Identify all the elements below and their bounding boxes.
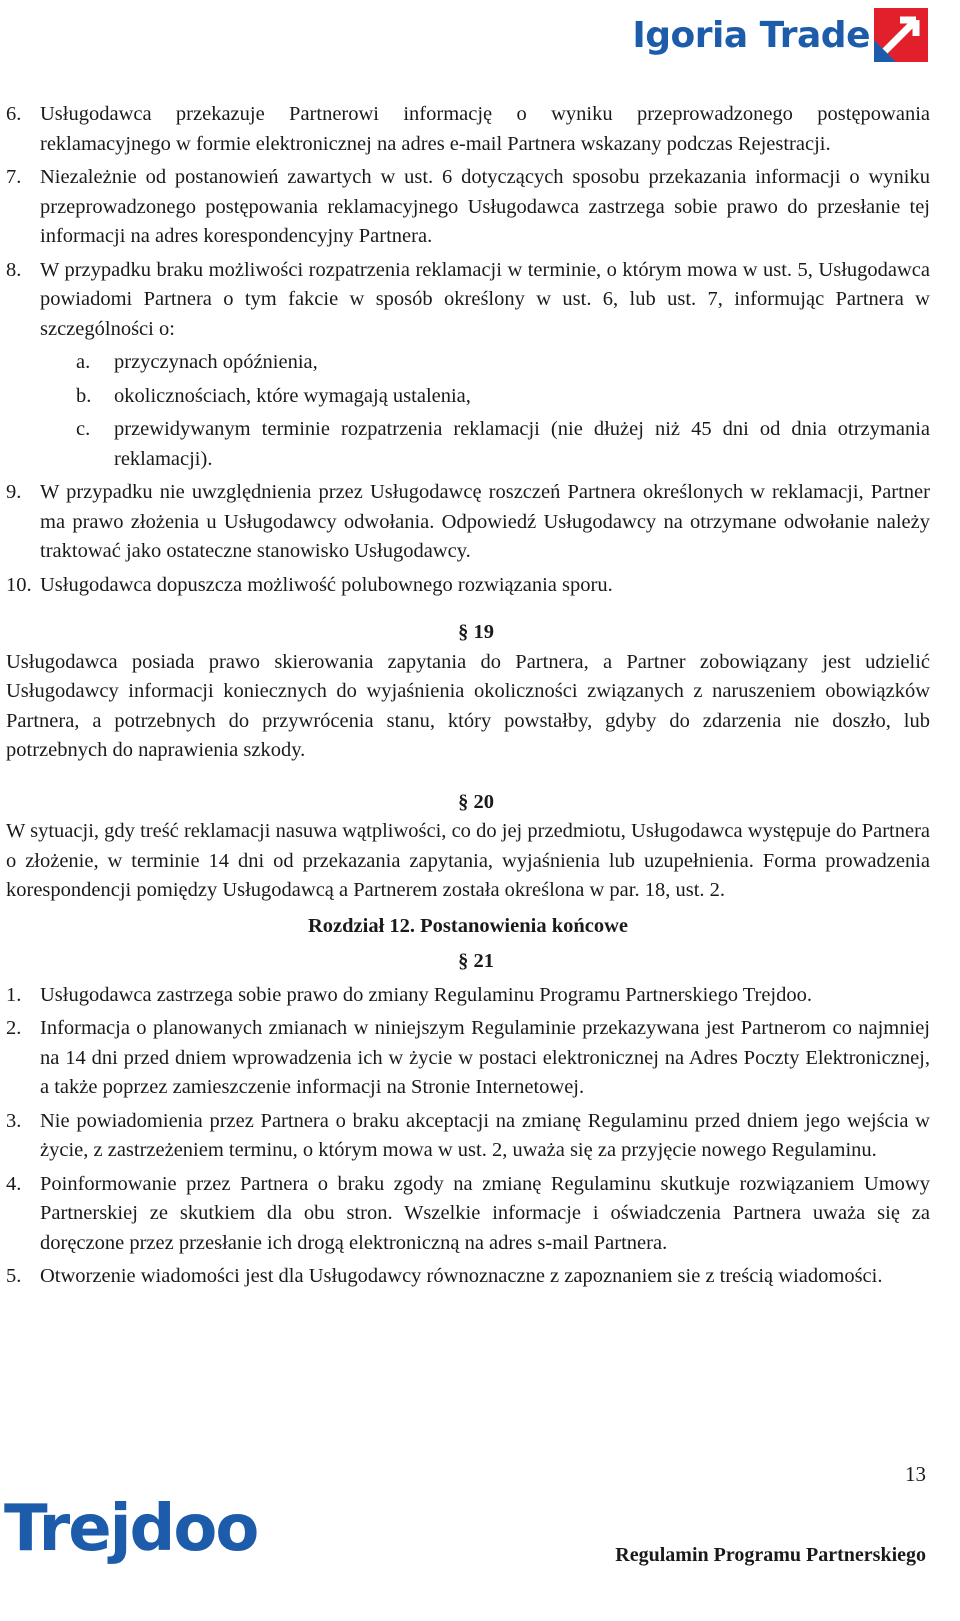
list-item: 10. Usługodawca dopuszcza możliwość polubownego rozwiązania sporu.	[6, 573, 613, 596]
list-item: 7. Niezależnie od postanowień zawartych w ust. 6 dotyczących sposobu przekazania informacji o wyniku przeprowadzonego postępowania reklamacyjnego Usługodawca zastrzega sobie prawo do przesłanie tej informacji na adres korespondencyjny Partnera.	[6, 166, 930, 247]
section-19-text: Usługodawca posiada prawo skierowania zapytania do Partnera, a Partner zobowiązany jest udzielić Usługodawcy informacji koniecznych do wyjaśnienia okoliczności związanych z naruszeniem obowiązków Partnera, a potrzebnych do przywrócenia stanu, który powstałby, gdyby do zdarzenia nie doszło, lub potrzebnych do naprawienia szkody.	[6, 650, 930, 761]
list-item: 8. W przypadku braku możliwości rozpatrzenia reklamacji w terminie, o którym mowa w ust. 5, Usługodawca powiadomi Partnera o tym fakcie w sposób określony w ust. 6, lub ust. 7, informując Partnera w szczególności o:	[6, 258, 930, 340]
list-item: 9. W przypadku nie uwzględnienia przez Usługodawcę roszczeń Partnera określonych w reklamacji, Partner ma prawo złożenia u Usługodawcy odwołania. Odpowiedź Usługodawcy na otrzymane odwołanie należy traktować jako ostateczne stanowisko Usługodawcy.	[6, 481, 930, 562]
list-item: 1. Usługodawca zastrzega sobie prawo do zmiany Regulaminu Programu Partnerskiego Trejdoo.	[6, 983, 812, 1006]
chapter-title: Rozdział 12. Postanowienia końcowe	[307, 914, 629, 937]
igoria-arrow-icon	[872, 6, 930, 64]
sublist-item: c. przewidywanym terminie rozpatrzenia reklamacji (nie dłużej niż 45 dni od dnia otrzymania reklamacji).	[76, 418, 930, 470]
list-item: 4. Poinformowanie przez Partnera o braku zgody na zmianę Regulaminu skutkuje rozwiązaniem Umowy Partnerskiej ze skutkiem dla obu stron. Wszelkie informacje i oświadczenia Partnera uważa się za doręczone przez przesłanie ich drogą elektroniczną na adres s-mail Partnera.	[6, 1172, 930, 1254]
section-20-text: W sytuacji, gdy treść reklamacji nasuwa wątpliwości, co do jej przedmiotu, Usługodawca występuje do Partnera o złożenie, w terminie 14 dni od przekazania zapytania, wyjaśnienia lub uzupełnienia. Forma prowadzenia korespondencji pomiędzy Usługodawcą a Partnerem została określona w par. 18, ust. 2.	[6, 820, 930, 901]
list-item: 3. Nie powiadomienia przez Partnera o braku akceptacji na zmianę Regulaminu przed dniem jego wejścia w życie, z zastrzeżeniem terminu, o którym mowa w ust. 2, uważa się za przyjęcie nowego Regulaminu.	[6, 1109, 930, 1161]
list-item: 5. Otworzenie wiadomości jest dla Usługodawcy równoznaczne z zapoznaniem sie z treścią wiadomości.	[6, 1265, 883, 1287]
list-item: 6. Usługodawca przekazuje Partnerowi informację o wyniku przeprowadzonego postępowania reklamacyjnego w formie elektronicznej na adres e-mail Partnera wskazany podczas Rejestracji.	[6, 103, 930, 155]
document-body	[6, 100, 930, 1292]
section-heading-20: § 20	[458, 790, 494, 813]
page-number: 13	[905, 1462, 926, 1486]
section-heading-21: § 21	[458, 950, 494, 972]
footer-title: Regulamin Programu Partnerskiego	[615, 1544, 926, 1566]
igoria-trade-logo-text: Igoria Trade	[632, 14, 870, 56]
trejdoo-logo	[4, 1490, 257, 1568]
section-heading-19: § 19	[458, 621, 494, 643]
igoria-trade-logo	[632, 6, 930, 64]
sublist-item: b. okolicznościach, które wymagają ustalenia,	[76, 384, 471, 407]
list-item: 2. Informacja o planowanych zmianach w niniejszym Regulaminie przekazywana jest Partnerom co najmniej na 14 dni przed dniem wprowadzenia ich w życie w postaci elektronicznej na Adres Poczty Elektronicznej, a także poprzez zamieszczenie informacji na Stronie Internetowej.	[6, 1017, 930, 1098]
sublist-item: a. przyczynach opóźnienia,	[76, 351, 318, 373]
trejdoo-logo-text: Trejdoo	[4, 1492, 258, 1566]
